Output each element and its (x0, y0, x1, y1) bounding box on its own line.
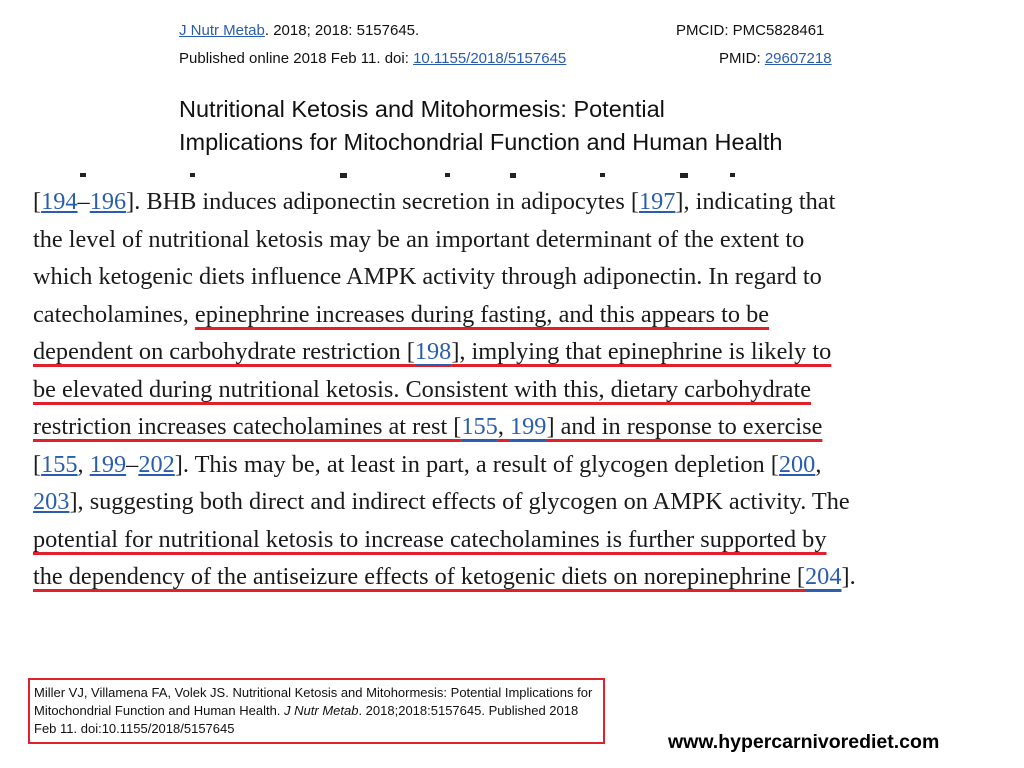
title-line-1: Nutritional Ketosis and Mitohormesis: Potential (179, 96, 665, 122)
title-line-2: Implications for Mitochondrial Function and Human Health (179, 129, 783, 155)
journal-issue: . 2018; 2018: 5157645. (264, 22, 420, 39)
pmid-label: PMID: (719, 50, 765, 67)
excerpt-line-5: dependent on carbohydrate restriction [198], implying that epinephrine is likely to (33, 338, 832, 365)
excerpt-line-6: be elevated during nutritional ketosis. Consistent with this, dietary carbohydrate (33, 375, 811, 403)
ref-link-197[interactable]: 197 (638, 188, 676, 215)
excerpt-line-8: [155, 199–202]. This may be, at least in part, a result of glycogen depletion [200, (33, 450, 822, 478)
published-text: Published online 2018 Feb 11. doi: (179, 50, 414, 67)
citation-authors-title: Miller VJ, Villamena FA, Volek JS. Nutritional Ketosis and Mitohormesis: Potential Implications for Mitochondrial Function and Human Health. (34, 685, 593, 718)
citation-journal: J Nutr Metab (284, 703, 359, 718)
excerpt-line-4: catecholamines, epinephrine increases during fasting, and this appears to be (33, 300, 770, 328)
ref-link-196[interactable]: 196 (89, 188, 127, 215)
published-line (179, 50, 566, 67)
pmcid: PMCID: PMC5828461 (676, 22, 825, 39)
journal-link[interactable]: J Nutr Metab (179, 22, 265, 39)
ref-link-204[interactable]: 204 (805, 563, 842, 590)
citation-details: . 2018;2018:5157645. Published 2018 Feb 11. doi:10.1155/2018/5157645 (34, 703, 579, 736)
ref-link-203[interactable]: 203 (33, 488, 70, 515)
watermark: www.hypercarnivorediet.com (668, 731, 940, 753)
ref-link-199[interactable]: 199 (89, 450, 127, 478)
journal-line (179, 22, 419, 39)
excerpt-line-3: which ketogenic diets influence AMPK activity through adiponectin. In regard to (33, 263, 822, 290)
ref-link-155[interactable]: 155 (41, 450, 78, 478)
pmid-link[interactable]: 29607218 (764, 50, 832, 67)
ref-link-198[interactable]: 198 (414, 338, 452, 365)
excerpt-line-10: potential for nutritional ketosis to increase catecholamines is further supported by (33, 525, 827, 553)
excerpt-line-2: the level of nutritional ketosis may be an important determinant of the extent to (33, 225, 805, 253)
excerpt-line-7: restriction increases catecholamines at rest [155, 199] and in response to exercise (33, 413, 823, 440)
cut-off-text-line (40, 173, 900, 179)
ref-link-155[interactable]: 155 (461, 413, 498, 440)
pmid (719, 50, 832, 67)
citation-box (28, 678, 605, 744)
excerpt-line-9: 203], suggesting both direct and indirect effects of glycogen on AMPK activity. The (33, 488, 850, 515)
ref-link-200[interactable]: 200 (778, 450, 816, 478)
highlight-span: epinephrine increases during fasting, and this appears to be (194, 300, 770, 328)
ref-link-194[interactable]: 194 (41, 188, 78, 215)
excerpt-text (33, 183, 993, 596)
excerpt-line-11: the dependency of the antiseizure effects of ketogenic diets on norepinephrine [204]. (33, 563, 856, 590)
ref-link-202[interactable]: 202 (138, 450, 175, 478)
doi-link[interactable]: 10.1155/2018/5157645 (413, 50, 567, 67)
excerpt-line-1: [194–196]. BHB induces adiponectin secretion in adipocytes [197], indicating that (33, 188, 836, 215)
article-title (179, 93, 879, 159)
ref-link-199[interactable]: 199 (509, 413, 547, 440)
